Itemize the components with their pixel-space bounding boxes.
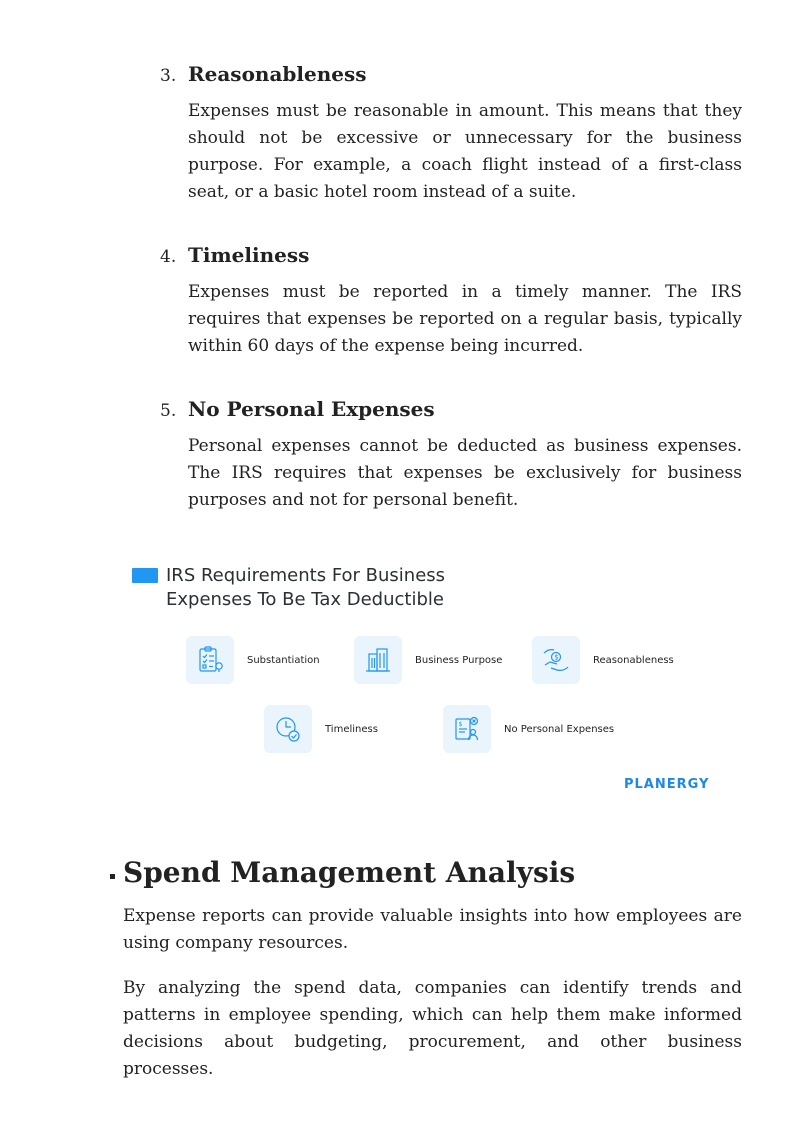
card-reasonableness <box>532 636 674 684</box>
paragraph: Expense reports can provide valuable insights into how employees are using company resources. <box>123 906 742 953</box>
list-item-title: No Personal Expenses <box>188 397 435 421</box>
svg-text:$: $ <box>458 721 463 728</box>
list-item-heading <box>160 397 435 421</box>
list-item-title: Reasonableness <box>188 62 367 86</box>
irs-requirements-infographic <box>128 560 728 800</box>
card-label: Substantiation <box>247 654 320 666</box>
card-no-personal-expenses <box>443 705 614 753</box>
receipt-person-icon <box>443 705 491 753</box>
card-label: Timeliness <box>325 723 378 735</box>
list-item-heading <box>160 62 367 86</box>
clipboard-checklist-icon <box>186 636 234 684</box>
title-marker <box>132 568 158 583</box>
section-heading: Spend Management Analysis <box>123 856 576 889</box>
list-item-body: Expenses must be reasonable in amount. This means that they should not be excessive or unnecessary for the business purpose. For example, a coach flight instead of a first-class seat, or a basic hotel room instead of a suite. <box>188 101 742 202</box>
svg-text:$: $ <box>554 653 559 662</box>
paragraph: By analyzing the spend data, companies can identify trends and patterns in employee spending, which can help them make informed decisions about budgeting, procurement, and other business processes. <box>123 978 742 1079</box>
hand-coin-icon <box>532 636 580 684</box>
list-number: 4. <box>160 247 177 267</box>
card-business-purpose <box>354 636 502 684</box>
clock-check-icon <box>264 705 312 753</box>
list-item-heading <box>160 243 309 267</box>
card-substantiation <box>186 636 320 684</box>
office-building-icon <box>354 636 402 684</box>
list-number: 5. <box>160 401 177 421</box>
card-label: Business Purpose <box>415 654 503 666</box>
list-item-title: Timeliness <box>188 243 310 267</box>
infographic-title: IRS Requirements For Business Expenses To Be Tax Deductible <box>166 565 446 610</box>
section-bullet <box>110 874 115 879</box>
card-label: No Personal Expenses <box>504 723 615 735</box>
list-number: 3. <box>160 66 177 86</box>
card-timeliness <box>264 705 378 753</box>
list-item-body: Personal expenses cannot be deducted as business expenses. The IRS requires that expenses be exclusively for business purposes and not for personal benefit. <box>188 436 742 510</box>
list-item-body: Expenses must be reported in a timely manner. The IRS requires that expenses be reported on a regular basis, typically within 60 days of the expense being incurred. <box>188 282 742 356</box>
card-label: Reasonableness <box>593 654 674 666</box>
planergy-logo: PLANERGY <box>624 777 710 792</box>
